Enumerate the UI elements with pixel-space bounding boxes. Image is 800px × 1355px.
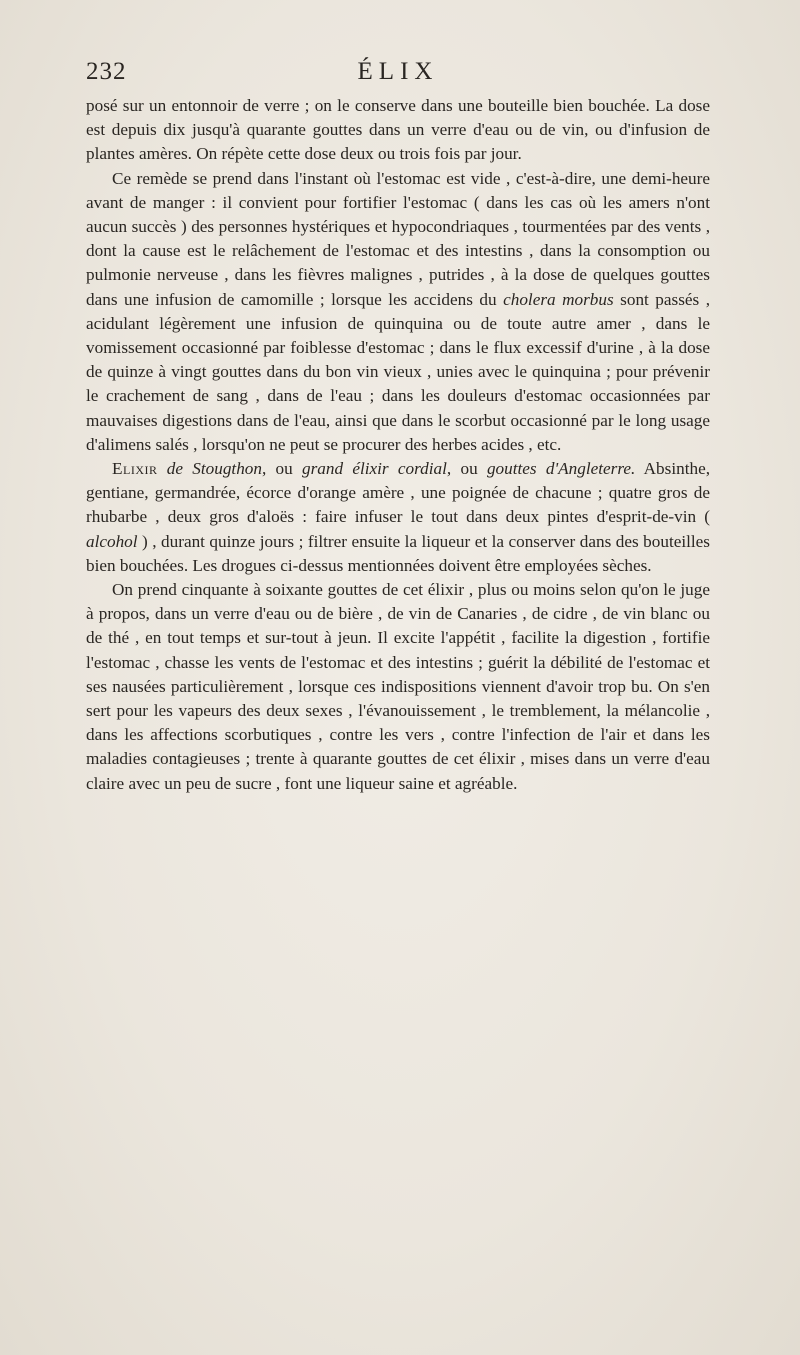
cholera-morbus-term: cholera morbus xyxy=(503,289,614,309)
body-text xyxy=(86,94,710,796)
gouttes-angleterre-term: gouttes d'Angleterre. xyxy=(486,459,636,479)
grand-elixir-term: grand élixir cordial xyxy=(302,459,447,479)
recipe-separator-2: , ou xyxy=(446,459,487,479)
paragraph-continuation: posé sur un entonnoir de verre ; on le conserve dans une bouteille bien bouchée. La dose est depuis dix jusqu'à quarante gouttes dans un verre d'eau ou de vin, ou d'infusion de plantes amères. On répète cette dose deux ou trois fois par jour. xyxy=(86,96,710,164)
recipe-text-start: Absinthe, gentiane, germandrée, écorce d'orange amère , une poignée de chacune ; quatre gros de rhubarbe , deux gros d'aloës : faire infuser le tout dans deux pintes d'esprit-de-vin ( xyxy=(86,459,710,527)
recipe-separator-1: , ou xyxy=(261,459,303,479)
page-header xyxy=(86,58,710,92)
paragraph-usage xyxy=(86,167,710,457)
entry-headword: Elixir xyxy=(112,459,158,479)
alcohol-term: alcohol xyxy=(86,531,138,551)
paragraph-elixir-recipe xyxy=(86,457,710,578)
paragraph-usage-text-end: sont passés , acidulant légèrement une infusion de quinquina ou de toute autre amer , dans le vomissement occasionné par foiblesse d'estomac ; dans le flux excessif d'urine , à la dose de quinze à vingt gouttes dans du bon vin vieux , unies avec le quinquina ; pour prévenir le crachement de sang , dans de l'eau ; dans les douleurs d'estomac occasionnées par mauvaises digestions dans de l'eau, ainsi que dans le scorbut occasionné par le long usage d'alimens salés , lorsqu'on ne peut se procurer des herbes acides , etc. xyxy=(86,289,710,454)
running-title: ÉLIX xyxy=(357,58,439,85)
recipe-text-end: ) , durant quinze jours ; filtrer ensuite la liqueur et la conserver dans des bouteilles bien bouchées. Les drogues ci-dessus mentionnées doivent être employées sèches. xyxy=(86,531,710,575)
stougthon-term: de Stougthon xyxy=(157,459,262,479)
page-number: 232 xyxy=(86,58,127,85)
paragraph-dosage: On prend cinquante à soixante gouttes de cet élixir , plus ou moins selon qu'on le juge à propos, dans un verre d'eau ou de bière , de vin de Canaries , de cidre , de vin blanc ou de thé , en tout temps et sur-tout à jeun. Il excite l'appétit , facilite la digestion , fortifie l'estomac , chasse les vents de l'estomac et des intestins ; guérit la débilité de l'estomac et ses nausées particulièrement , lorsque ces indispositions viennent d'avoir trop bu. On s'en sert pour les vapeurs des deux sexes , l'évanouissement , le tremblement, la mélancolie , dans les affections scorbutiques , contre les vers , contre l'infection de l'air et dans les maladies contagieuses ; trente à quarante gouttes de cet élixir , mises dans un verre d'eau claire avec un peu de sucre , font une liqueur saine et agréable. xyxy=(86,580,710,793)
paragraph-usage-text-start: Ce remède se prend dans l'instant où l'estomac est vide , c'est-à-dire, une demi-heure avant de manger : il convient pour fortifier l'estomac ( dans les cas où les amers n'ont aucun succès ) des personnes hystériques et hypocondriaques , tourmentées par des vents , dont la cause est le relâchement de l'estomac et des intestins , dans la consomption ou pulmonie nerveuse , dans les fièvres malignes , putrides , à la dose de quelques gouttes dans une infusion de camomille ; lorsque les accidens du xyxy=(86,168,710,309)
